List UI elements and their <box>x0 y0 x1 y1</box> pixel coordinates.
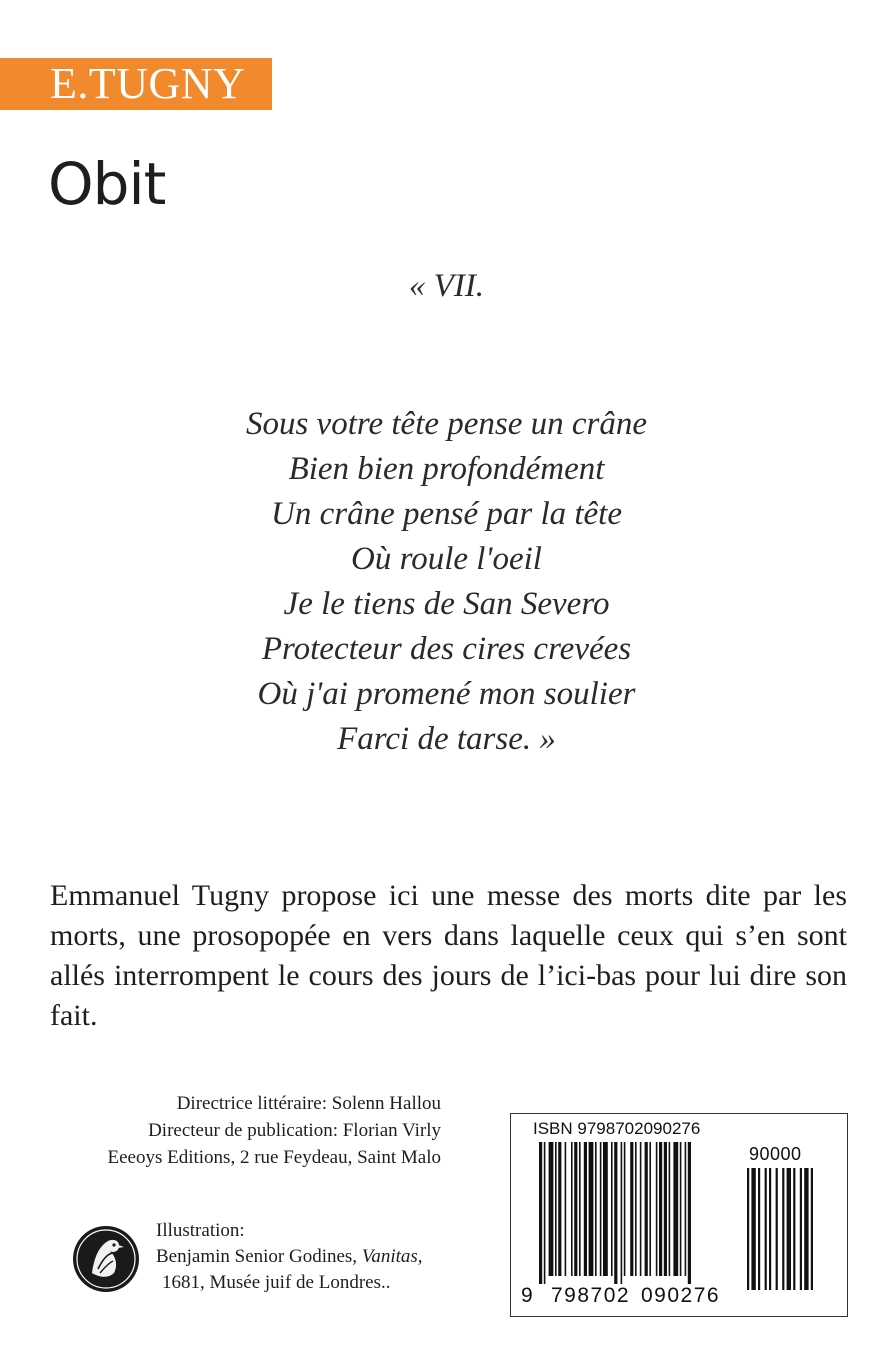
book-blurb: Emmanuel Tugny propose ici une messe des morts dite par les morts, une prosopopée en vers dans laquelle ceux qui s’en sont allés interrompent le cours des jours de l’ici-bas pour lui dire son fait. <box>50 879 847 1032</box>
price-code: 90000 <box>749 1144 802 1164</box>
barcode-bar <box>614 1142 617 1284</box>
barcode-bar <box>565 1142 567 1276</box>
poem-line: Un crâne pensé par la tête <box>271 496 622 532</box>
barcode-bar <box>656 1142 658 1276</box>
barcode-bar <box>558 1142 561 1276</box>
barcode-bar <box>544 1142 546 1284</box>
poem-line: Je le tiens de San Severo <box>283 586 610 622</box>
poem-line: Où roule l'oeil <box>351 541 542 577</box>
barcode-bar <box>603 1142 608 1276</box>
poem-line: Protecteur des cires crevées <box>261 631 632 667</box>
barcode-bar <box>673 1142 678 1276</box>
barcode-bar <box>579 1142 581 1276</box>
publisher-credits <box>108 1090 442 1171</box>
barcode-bar <box>595 1142 597 1276</box>
barcode-addon-bar <box>804 1168 808 1290</box>
barcode-digit-group-1: 798702 <box>551 1284 631 1307</box>
poem-excerpt <box>0 402 893 762</box>
barcode-bar <box>680 1142 682 1276</box>
credit-literary-director: Directrice littéraire: Solenn Hallou <box>176 1093 441 1114</box>
barcode-bar <box>640 1142 642 1276</box>
barcode-bar <box>669 1142 671 1276</box>
barcode-bar <box>688 1142 691 1284</box>
isbn-label: ISBN 9798702090276 <box>533 1119 701 1138</box>
barcode-bar <box>589 1142 594 1276</box>
barcode-first-digit: 9 <box>521 1284 533 1307</box>
illustration-credit <box>156 1218 423 1296</box>
credit-publisher-address: Eeeoys Editions, 2 rue Feydeau, Saint Malo <box>107 1147 441 1168</box>
barcode-bar <box>549 1142 554 1276</box>
barcode-bar <box>685 1142 687 1276</box>
barcode-addon-bar <box>765 1168 767 1290</box>
illustration-work: Vanitas, <box>361 1246 423 1267</box>
barcode-addon-bar <box>811 1168 813 1290</box>
barcode-bar <box>600 1142 602 1276</box>
barcode-addon-bar <box>800 1168 802 1290</box>
barcode-addon-bar <box>787 1168 791 1290</box>
book-title: Obit <box>48 150 166 218</box>
isbn-barcode <box>510 1113 848 1317</box>
barcode-bar <box>664 1142 667 1276</box>
barcode-bar <box>659 1142 662 1276</box>
barcode-addon-bar <box>751 1168 755 1290</box>
barcode-bar <box>649 1142 651 1276</box>
barcode-bar <box>571 1142 573 1276</box>
illustration-label: Illustration: <box>156 1220 245 1241</box>
illustration-artist-line <box>156 1244 423 1270</box>
barcode-addon-bar <box>776 1168 778 1290</box>
poem-line: Où j'ai promené mon soulier <box>257 676 636 712</box>
barcode-bar <box>630 1142 633 1276</box>
barcode-bar <box>645 1142 648 1276</box>
barcode-bar <box>611 1142 613 1276</box>
poem-line: Sous votre tête pense un crâne <box>245 406 648 442</box>
credit-publication-director: Directeur de publication: Florian Virly <box>148 1120 441 1141</box>
poem-line: Bien bien profondément <box>288 451 605 487</box>
barcode-bar <box>555 1142 557 1276</box>
illustration-artist: Benjamin Senior Godines, <box>156 1246 362 1267</box>
barcode-bar <box>539 1142 542 1284</box>
barcode-bar <box>574 1142 577 1276</box>
poem-line: Farci de tarse. » <box>337 721 556 757</box>
poem-heading: « VII. <box>408 268 485 304</box>
author-name: E.TUGNY <box>50 59 246 108</box>
barcode-bar <box>635 1142 637 1276</box>
illustration-details: 1681, Musée juif de Londres.. <box>162 1272 391 1293</box>
barcode-addon-bar <box>758 1168 760 1290</box>
barcode-digit-group-2: 090276 <box>641 1284 721 1307</box>
barcode-bar <box>621 1142 623 1284</box>
barcode-bar <box>584 1142 587 1276</box>
barcode-addon-bar <box>747 1168 749 1290</box>
barcode-addon-bar <box>769 1168 771 1290</box>
raven-emblem-icon <box>72 1225 140 1293</box>
barcode-addon-bar <box>793 1168 795 1290</box>
author-banner <box>0 58 272 110</box>
barcode-bar <box>624 1142 626 1276</box>
barcode-addon-bar <box>782 1168 784 1290</box>
